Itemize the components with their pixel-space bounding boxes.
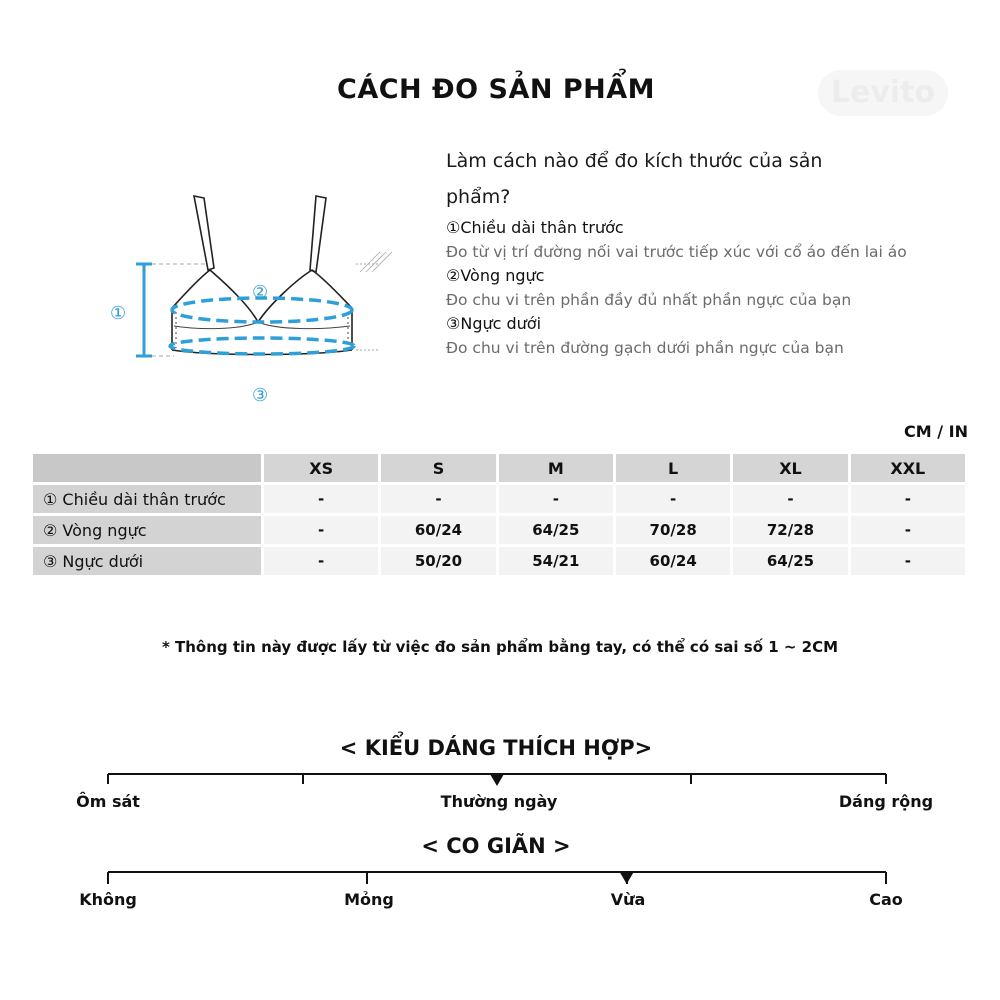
table-cell: - xyxy=(851,547,965,575)
table-cell: - xyxy=(733,485,847,513)
bra-measurement-diagram xyxy=(90,180,420,420)
table-cell: - xyxy=(264,516,378,544)
fit-scale-title: < KIỂU DÁNG THÍCH HỢP> xyxy=(339,736,653,760)
right-cup-outline xyxy=(258,270,352,322)
table-row xyxy=(33,485,965,513)
table-row xyxy=(33,547,965,575)
column-header-xl: XL xyxy=(733,454,847,482)
table-corner-cell xyxy=(33,454,261,482)
column-header-l: L xyxy=(616,454,730,482)
fit-selected-marker xyxy=(490,774,504,786)
column-header-xs: XS xyxy=(264,454,378,482)
measurement-note: * Thông tin này được lấy từ việc đo sản phẩm bằng tay, có thể có sai số 1 ~ 2CM xyxy=(161,638,839,656)
table-cell: - xyxy=(381,485,495,513)
table-cell: - xyxy=(264,485,378,513)
left-strap xyxy=(194,196,214,270)
stretch-scale-bar xyxy=(0,862,1000,892)
table-cell: 72/28 xyxy=(733,516,847,544)
marker-2: ② xyxy=(252,282,269,303)
measure-heading-bust: ②Vòng ngực xyxy=(446,266,545,285)
fit-label-regular: Thường ngày xyxy=(440,792,558,811)
page-title: CÁCH ĐO SẢN PHẨM xyxy=(337,74,655,105)
how-to-question-line1: Làm cách nào để đo kích thước của sản xyxy=(446,150,823,172)
marker-3: ③ xyxy=(252,385,269,406)
right-strap xyxy=(310,196,326,272)
measure-heading-underbust: ③Ngực dưới xyxy=(446,314,542,333)
stretch-label-high: Cao xyxy=(869,890,903,909)
underbust-measure-line xyxy=(170,338,354,354)
row-label-front-length: ① Chiều dài thân trước xyxy=(33,485,261,513)
fit-label-tight: Ôm sát xyxy=(76,792,140,811)
unit-label: CM / IN xyxy=(904,422,968,441)
left-cup-outline xyxy=(172,270,258,322)
stretch-label-thin: Mỏng xyxy=(344,890,394,909)
marker-1: ① xyxy=(110,303,127,324)
table-cell: 54/21 xyxy=(499,547,613,575)
table-cell: 64/25 xyxy=(733,547,847,575)
stretch-selected-marker xyxy=(620,872,634,884)
how-to-question-line2: phẩm? xyxy=(446,186,511,208)
measure-desc-underbust: Đo chu vi trên đường gạch dưới phần ngực của bạn xyxy=(446,339,844,357)
table-cell: - xyxy=(851,485,965,513)
stretch-label-none: Không xyxy=(79,890,137,909)
measure-heading-front-length: ①Chiều dài thân trước xyxy=(446,218,624,237)
table-cell: 50/20 xyxy=(381,547,495,575)
table-cell: 60/24 xyxy=(616,547,730,575)
table-cell: - xyxy=(616,485,730,513)
size-table xyxy=(30,451,968,578)
column-header-s: S xyxy=(381,454,495,482)
table-cell: - xyxy=(264,547,378,575)
column-header-xxl: XXL xyxy=(851,454,965,482)
stretch-label-medium: Vừa xyxy=(610,890,646,909)
how-to-measure-section xyxy=(446,144,966,360)
fit-label-loose: Dáng rộng xyxy=(838,792,934,811)
table-cell: 64/25 xyxy=(499,516,613,544)
table-cell: - xyxy=(851,516,965,544)
brand-watermark: Levito xyxy=(818,70,948,116)
measure-desc-bust: Đo chu vi trên phần đầy đủ nhất phần ngực của bạn xyxy=(446,291,852,309)
row-label-bust: ② Vòng ngực xyxy=(33,516,261,544)
row-label-underbust: ③ Ngực dưới xyxy=(33,547,261,575)
table-row xyxy=(33,516,965,544)
column-header-m: M xyxy=(499,454,613,482)
table-header-row xyxy=(33,454,965,482)
table-cell: 70/28 xyxy=(616,516,730,544)
table-cell: - xyxy=(499,485,613,513)
measure-desc-front-length: Đo từ vị trí đường nối vai trước tiếp xúc với cổ áo đến lai áo xyxy=(446,243,907,261)
table-cell: 60/24 xyxy=(381,516,495,544)
stretch-scale-title: < CO GIÃN > xyxy=(421,834,571,858)
